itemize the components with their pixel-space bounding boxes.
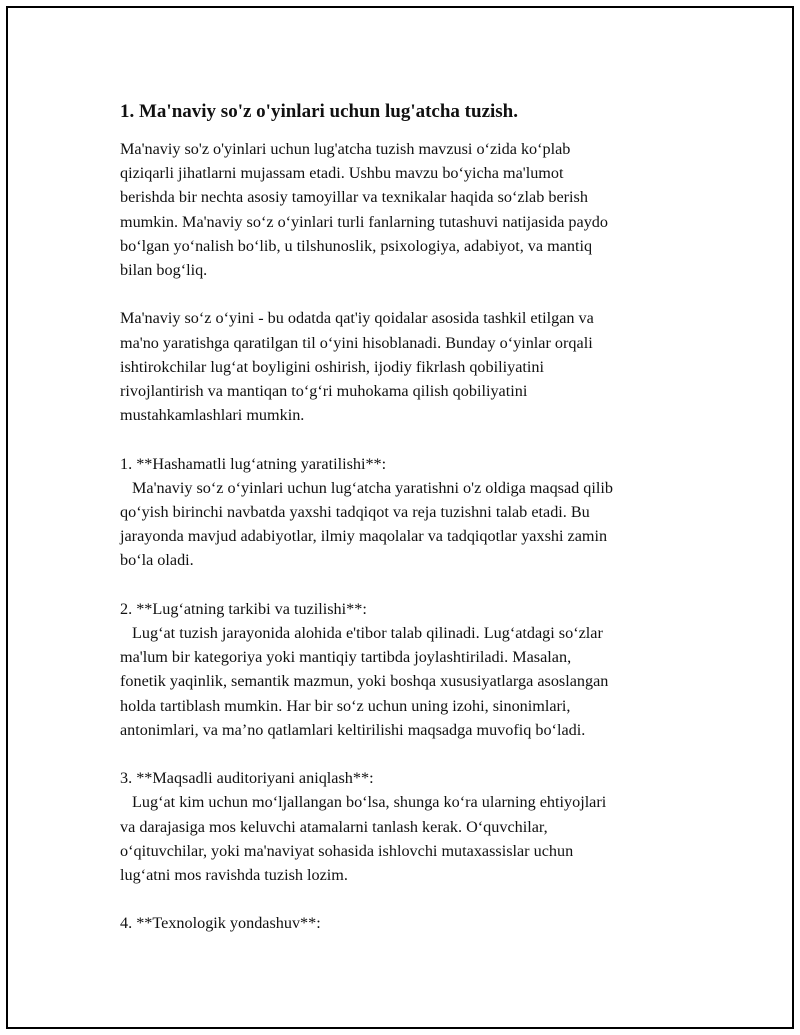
paragraph-line: jarayonda mavjud adabiyotlar, ilmiy maqolalar va tadqiqotlar yaxshi zamin	[120, 527, 608, 546]
paragraph-spacer	[120, 282, 690, 306]
paragraph-line: lug‘atni mos ravishda tuzish lozim.	[120, 866, 348, 885]
paragraph-line: rivojlantirish va mantiqan to‘g‘ri muhokama qilish qobiliyatini	[120, 382, 528, 401]
paragraph-line: bo‘la oladi.	[120, 551, 194, 570]
paragraph-spacer	[120, 427, 690, 451]
list-item-heading: 2. **Lug‘atning tarkibi va tuzilishi**:	[120, 599, 367, 618]
paragraph-line: Ma'naviy so‘z o‘yini - bu odatda qat'iy qoidalar asosida tashkil etilgan va	[120, 309, 594, 328]
paragraph-line: mumkin. Ma'naviy so‘z o‘yinlari turli fanlarning tutashuvi natijasida paydo	[120, 212, 608, 231]
paragraph-line: antonimlari, va ma’no qatlamlari keltirilishi maqsadga muvofiq bo‘ladi.	[120, 720, 586, 739]
paragraph-spacer	[120, 573, 690, 597]
list-item-1	[120, 452, 690, 573]
list-item-3	[120, 766, 690, 887]
paragraph-line: ma'lum bir kategoriya yoki mantiqiy tartibda joylashtiriladi. Masalan,	[120, 648, 572, 667]
list-item-4	[120, 911, 690, 935]
paragraph-line: bilan bog‘liq.	[120, 261, 208, 280]
paragraph-line: qo‘yish birinchi navbatda yaxshi tadqiqot va reja tuzishni talab etadi. Bu	[120, 503, 590, 522]
paragraph-line: mustahkamlashlari mumkin.	[120, 406, 305, 425]
document-title: 1. Ma'naviy so'z o'yinlari uchun lug'atcha tuzish.	[120, 101, 518, 122]
page-frame	[6, 6, 794, 1029]
list-item-body	[120, 621, 690, 742]
paragraph-line: Lug‘at tuzish jarayonida alohida e'tibor talab qilinadi. Lug‘atdagi so‘zlar	[132, 624, 603, 643]
paragraph-line: berishda bir nechta asosiy tamoyillar va texnikalar haqida so‘zlab berish	[120, 188, 588, 207]
paragraph-line: Ma'naviy so‘z o‘yinlari uchun lug‘atcha yaratishni o'z oldiga maqsad qilib	[132, 478, 613, 497]
document-content	[120, 100, 690, 936]
list-item-heading: 4. **Texnologik yondashuv**:	[120, 914, 321, 933]
paragraph-line: bo‘lgan yo‘nalish bo‘lib, u tilshunoslik, psixologiya, adabiyot, va mantiq	[120, 236, 593, 255]
list-item-heading: 3. **Maqsadli auditoriyani aniqlash**:	[120, 769, 374, 788]
paragraph-line: Lug‘at kim uchun mo‘ljallangan bo‘lsa, shunga ko‘ra ularning ehtiyojlari	[132, 793, 607, 812]
paragraph-line: holda tartiblash mumkin. Har bir so‘z uchun uning izohi, sinonimlari,	[120, 696, 571, 715]
list-item-heading: 1. **Hashamatli lug‘atning yaratilishi**:	[120, 454, 387, 473]
list-item-body	[120, 790, 690, 887]
paragraph-line: o‘qituvchilar, yoki ma'naviyat sohasida ishlovchi mutaxassislar uchun	[120, 841, 574, 860]
paragraph-line: ma'no yaratishga qaratilgan til o‘yini hisoblanadi. Bunday o‘yinlar orqali	[120, 333, 593, 352]
paragraph-spacer	[120, 887, 690, 911]
paragraph-line: qiziqarli jihatlarni mujassam etadi. Ushbu mavzu bo‘yicha ma'lumot	[120, 164, 564, 183]
paragraph-line: ishtirokchilar lug‘at boyligini oshirish, ijodiy fikrlash qobiliyatini	[120, 357, 544, 376]
paragraph-line: fonetik yaqinlik, semantik mazmun, yoki boshqa xususiyatlarga asoslangan	[120, 672, 609, 691]
intro-paragraph-2	[120, 306, 690, 427]
intro-paragraph-1	[120, 137, 690, 282]
paragraph-line: Ma'naviy so'z o'yinlari uchun lug'atcha tuzish mavzusi o‘zida ko‘plab	[120, 140, 571, 158]
list-item-body	[120, 476, 690, 573]
paragraph-line: va darajasiga mos keluvchi atamalarni tanlash kerak. O‘quvchilar,	[120, 817, 548, 836]
list-item-2	[120, 597, 690, 742]
paragraph-spacer	[120, 742, 690, 766]
